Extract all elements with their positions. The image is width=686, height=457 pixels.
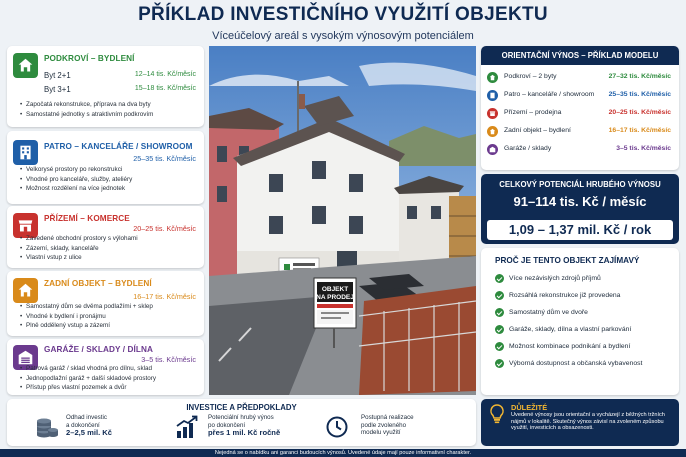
- card-row: Byt 2+1 12–14 tis. Kč/měsíc: [44, 71, 196, 80]
- list-item: • Plně oddělený vstup a zázemí: [20, 321, 153, 331]
- sale-sign-line1: OBJEKT: [321, 286, 349, 293]
- card-bullets: [20, 364, 156, 393]
- card-row: Byt 3+1 15–18 tis. Kč/měsíc: [44, 85, 196, 94]
- house-icon: [487, 72, 498, 83]
- card-podkrovi: [7, 46, 204, 127]
- list-item: • Přístup přes vlastní pozemek a dvůr: [20, 383, 156, 393]
- house-icon: [13, 53, 38, 78]
- list-item: • Velkorysé prostory po rekonstrukci: [20, 165, 132, 175]
- card-prizemi: [7, 206, 204, 268]
- card-title: PŘÍZEMÍ – KOMERCE: [44, 214, 130, 223]
- card-bullets: [20, 165, 132, 194]
- list-item: • Zázemí, sklady, kanceláře: [20, 244, 138, 254]
- check-icon: [495, 274, 504, 283]
- list-item: • Možnost rozdělení na více jednotek: [20, 184, 132, 194]
- total-potential-panel: [481, 174, 679, 244]
- orientation-row: Zadní objekt – bydlení 16–17 tis. Kč/měsíc: [487, 125, 673, 139]
- list-item: • Jednopodlažní garáž + další skladové prostory: [20, 374, 156, 384]
- card-bullets: [20, 100, 153, 119]
- important-title: DŮLEŽITÉ: [511, 403, 548, 412]
- total-title: CELKOVÝ POTENCIÁL HRUBÉHO VÝNOSU: [499, 180, 661, 189]
- investment-panel: [7, 399, 476, 446]
- card-title: ZADNÍ OBJEKT – BYDLENÍ: [44, 279, 152, 288]
- check-icon: [495, 359, 504, 368]
- office-building-icon: [13, 140, 38, 165]
- storefront-icon: [487, 108, 498, 119]
- house-icon: [13, 278, 38, 303]
- important-text: Uvedené výnosy jsou orientační a vycházejí z běžných tržních nájmů v lokalitě. Skutečný výnos závisí na zvoleném způsobu využití, investicích a obsazenosti.: [511, 412, 665, 432]
- clock-icon: [325, 414, 349, 440]
- card-title: PODKROVÍ – BYDLENÍ: [44, 54, 135, 63]
- card-price: 3–5 tis. Kč/měsíc: [141, 355, 196, 364]
- card-bullets: [20, 234, 138, 263]
- list-item: • Započatá rekonstrukce, příprava na dva byty: [20, 100, 153, 110]
- card-title: PATRO – KANCELÁŘE / SHOWROOM: [44, 142, 193, 151]
- card-price: 16–17 tis. Kč/měsíc: [133, 292, 196, 301]
- total-monthly: 91–114 tis. Kč / měsíc: [513, 194, 647, 209]
- sale-sign-line2: NA PRODEJ: [316, 294, 354, 301]
- list-item: • Patrová garáž / sklad vhodná pro dílnu, sklad: [20, 364, 156, 374]
- page-title: PŘÍKLAD INVESTIČNÍHO VYUŽITÍ OBJEKTU: [138, 4, 548, 25]
- house-icon: [487, 126, 498, 137]
- why-panel: PROČ JE TENTO OBJEKT ZAJÍMAVÝ Více nezávislých zdrojů příjmů Rozsáhlá rekonstrukce již provedena Samostatný dům ve dvoře Garáže, sklady, dílna a vlastní parkování Možnost kombinace podnikání a bydlení Výborná dostupnost a občanská vybavenost: [481, 248, 679, 395]
- list-item: • Samostatný dům se dvěma podlažími + sklep: [20, 302, 153, 312]
- building-photo: [209, 46, 476, 395]
- check-icon: [495, 308, 504, 317]
- garage-icon: [487, 144, 498, 155]
- card-patro: [7, 131, 204, 204]
- orientation-row: Patro – kanceláře / showroom 25–35 tis. Kč/měsíc: [487, 89, 673, 103]
- card-title: GARÁŽE / SKLADY / DÍLNA: [44, 345, 154, 354]
- card-zadni-objekt: [7, 271, 204, 336]
- list-item: • Zavedené obchodní prostory s výlohami: [20, 234, 138, 244]
- orientation-row: Podkroví – 2 byty 27–32 tis. Kč/měsíc: [487, 71, 673, 85]
- card-garaze: [7, 339, 204, 395]
- list-item: • Vhodné pro kanceláře, služby, ateliéry: [20, 175, 132, 185]
- list-item: • Vhodné k bydlení i pronájmu: [20, 312, 153, 322]
- card-price: 25–35 tis. Kč/měsíc: [133, 154, 196, 163]
- orientation-row: Garáže / sklady 3–5 tis. Kč/měsíc: [487, 143, 673, 157]
- check-icon: [495, 342, 504, 351]
- orientation-row: Přízemí – prodejna 20–25 tis. Kč/měsíc: [487, 107, 673, 121]
- investment-item: Odhad investic a dokončení 2–2,5 mil. Kč: [66, 414, 113, 438]
- investment-item: Postupná realizace podle zvoleného modelu využití: [361, 414, 414, 437]
- why-title: PROČ JE TENTO OBJEKT ZAJÍMAVÝ: [495, 256, 640, 265]
- card-bullets: [20, 302, 153, 331]
- chart-growth-icon: [175, 414, 199, 440]
- lightbulb-icon: [489, 404, 505, 424]
- list-item: • Samostatné jednotky s atraktivním podkrovím: [20, 110, 153, 120]
- investment-title: INVESTICE A PŘEDPOKLADY: [186, 403, 297, 412]
- card-price: 20–25 tis. Kč/měsíc: [133, 224, 196, 233]
- orientation-title: ORIENTAČNÍ VÝNOS – PŘÍKLAD MODELU: [481, 46, 679, 65]
- footer-disclaimer: Nejedná se o nabídku ani garanci budoucích výnosů. Uvedené údaje mají pouze informativní charakter.: [0, 449, 686, 457]
- important-note: [481, 399, 679, 446]
- office-building-icon: [487, 90, 498, 101]
- page-subtitle: Víceúčelový areál s vysokým výnosovým potenciálem: [212, 30, 474, 42]
- total-yearly: 1,09 – 1,37 mil. Kč / rok: [487, 220, 673, 240]
- coins-icon: [35, 414, 59, 440]
- list-item: • Vlastní vstup z ulice: [20, 253, 138, 263]
- check-icon: [495, 325, 504, 334]
- check-icon: [495, 291, 504, 300]
- investment-item: Potenciální hrubý výnos po dokončení přes 1 mil. Kč ročně: [208, 414, 281, 438]
- orientation-panel: [481, 46, 679, 170]
